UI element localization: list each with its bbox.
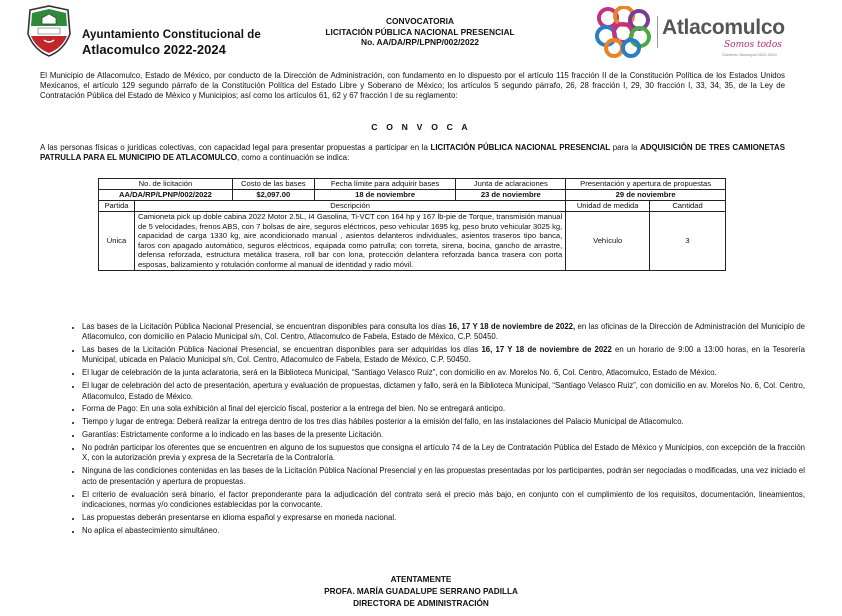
list-item: • El lugar de celebración del acto de presentación, apertura y evaluación de propuestas, dictamen y fallo, será en la Biblioteca Municipal, “Santiago Velasco Ruiz”, con domicilio en av. Morelos No. 6, Col. Centro, Atlacomulco, Estado de México. [82, 381, 805, 402]
list-item: • El criterio de evaluación será binario, el factor preponderante para la adjudicación del contrato será el precio más bajo, en conjunto con el cumplimiento de los requisitos, documentación, lineamientos, indicaciones, normas y/o condiciones establecidas por la convocante. [82, 490, 805, 511]
quantity-cell: 3 [650, 212, 726, 271]
atlacomulco-knot-icon [594, 6, 652, 58]
header [0, 0, 842, 64]
table-row [99, 190, 726, 201]
call-text-2: para la [610, 143, 640, 152]
list-item-text: Las bases de la Licitación Pública Nacional Presencial, se encuentran disponibles para consulta los días [82, 322, 449, 331]
conditions-list [62, 322, 805, 538]
list-item-bold: 16, 17 Y 18 de noviembre de 2022 [481, 345, 612, 355]
list-item: • Ninguna de las condiciones contenidas en las bases de la Licitación Pública Nacional Presencial y en las propuestas presentadas por los participantes, podrán ser negociadas o modificadas, una vez iniciado el acto de presentación y apertura de propuestas. [82, 466, 805, 487]
call-text-1: A las personas físicas o jurídicas colectivas, con capacidad legal para presentar propuestas a participar en la [40, 143, 431, 152]
list-item-text: en las oficinas de la Dirección de Administración del Municipio de Atlacomulco, con domicilio en Palacio Municipal s/n, Col. Centro, Atlacomulco de Fabela, Estado de México, C.P. 50450. [82, 322, 805, 342]
atlacomulco-logo [594, 6, 794, 60]
brand-slogan: Somos todos [724, 40, 782, 50]
partida-cell: Única [99, 212, 135, 271]
table-header-cell: Descripción [134, 201, 565, 212]
list-item-text: Las bases de la Licitación Pública Nacional Presencial, se encuentran disponibles para ser adquiridas los días [82, 345, 482, 355]
list-item: • Tiempo y lugar de entrega: Deberá realizar la entrega dentro de los tres días hábiles posterior a la emisión del fallo, en las instalaciones del Palacio Municipal de Atlacomulco. [82, 417, 805, 427]
table-header-row [99, 179, 726, 190]
table-cell: $2,097.00 [232, 190, 314, 201]
document-subtitle: LICITACIÓN PÚBLICA NACIONAL PRESENCIAL [325, 26, 515, 37]
document-title: CONVOCATORIA [385, 16, 455, 26]
logo-divider [657, 16, 658, 48]
ayuntamiento-line2: Atlacomulco 2022-2024 [82, 42, 226, 57]
table-cell: 29 de noviembre [566, 190, 726, 201]
table-header-cell: Partida [99, 201, 135, 212]
table-item-row [99, 212, 726, 271]
signature-closing: ATENTAMENTE [390, 575, 452, 584]
signature-name: PROFA. MARÍA GUADALUPE SERRANO PADILLA [324, 587, 518, 596]
table-cell: 18 de noviembre [314, 190, 456, 201]
table-header-cell: Fecha límite para adquirir bases [314, 179, 456, 190]
ayuntamiento-line1: Ayuntamiento Constitucional de [82, 29, 261, 41]
table-item-header-row [99, 201, 726, 212]
list-item-text: en un horario de 9:00 a 13:00 horas, en la Tesorería Municipal, ubicada en Palacio Municipal s/n, Col. Centro, Atlacomulco de Fabela, Estado de México, C.P. 50450. [82, 345, 805, 365]
intro-paragraph: El Municipio de Atlacomulco, Estado de México, por conducto de la Dirección de Administración, con fundamento en lo dispuesto por el artículo 115 fracción II de la Constitución Política de los Estados Unidos Mexicanos, el artículo 129 segundo párrafo de la Constitución Política del Estado Libre y Soberano de México; los artículos 5 segundo párrafo, 26, 28 fracción I, 29, 30 fracción I, 33, 34, 35, de la Ley de Contratación Pública del Estado de México y Municipios; así como los artículos 61, 62 y 67 fracción I de su reglamento: [40, 71, 785, 101]
list-item: • El lugar de celebración de la junta aclaratoria, será en la Biblioteca Municipal, “Santiago Velasco Ruiz”, con domicilio en av. Morelos No. 6, Col. Centro, Atlacomulco, Estado de México. [82, 368, 805, 378]
unit-cell: Vehículo [566, 212, 650, 271]
table-header-cell: Unidad de medida [566, 201, 650, 212]
convoca-heading: C O N V O C A [371, 122, 471, 132]
list-item: • Forma de Pago: En una sola exhibición al final del ejercicio fiscal, posterior a la entrega del bien. No se entregará anticipo. [82, 404, 805, 414]
table-header-cell: Cantidad [650, 201, 726, 212]
brand-subtitle: Gobierno Municipal 2022-2024 [722, 52, 777, 57]
list-item [82, 345, 805, 366]
table-cell: AA/DA/RP/LPNP/002/2022 [99, 190, 233, 201]
description-cell: Camioneta pick up doble cabina 2022 Motor 2.5L, I4 Gasolina, Ti-VCT con 164 hp y 167 lb-pie de Torque, transmisión manual de 5 velocidades, frenos ABS, con 7 bolsas de aire, seguros eléctricos, peso vehicular 1695 kg, peso bruto vehicular 3025 kg, capacidad de carga 1330 kg, aire acondicionado manual , asientos delanteros individuales, asientos traseros tipo banca, faros con apagado automático, seguros eléctricos, equipada como patrulla; con torreta, sirena, bocina, gancho de arrastre, defensa reforzada, estructura metálica trasera, roll bar con lona, protección delantera reforzada banca trasera con porta esposas, balizamiento y rotulación conforme al manual de identidad y radio móvil. [134, 212, 565, 271]
table-header-cell: Junta de aclaraciones [456, 179, 566, 190]
table-header-cell: No. de licitación [99, 179, 233, 190]
list-item [82, 322, 805, 343]
brand-name: Atlacomulco [662, 16, 785, 39]
ayuntamiento-logo [20, 4, 261, 58]
call-bold-1: LICITACIÓN PÚBLICA NACIONAL PRESENCIAL [430, 143, 611, 152]
call-bold-2: ADQUISICIÓN DE TRES CAMIONETAS PATRULLA PARA EL MUNICIPIO DE ATLACOMULCO [40, 143, 785, 163]
signature-role: DIRECTORA DE ADMINISTRACIÓN [353, 599, 489, 608]
table-header-cell: Costo de las bases [232, 179, 314, 190]
tender-table [98, 178, 726, 271]
header-title-block [260, 16, 580, 48]
table-header-cell: Presentación y apertura de propuestas [566, 179, 726, 190]
list-item: • No podrán participar los oferentes que se encuentren en alguno de los supuestos que consigna el artículo 74 de la Ley de Contratación Pública del Estado de México y Municipios, con excepción de la fracción X, con la autorización previa y expresa de la Secretaría de la Contraloría. [82, 443, 805, 464]
document-number: No. AA/DA/RP/LPNP/002/2022 [361, 37, 479, 47]
table-cell: 23 de noviembre [456, 190, 566, 201]
list-item: • Garantías: Estrictamente conforme a lo indicado en las bases de la presente Licitación. [82, 430, 805, 440]
call-paragraph [40, 143, 785, 163]
call-text-3: , como a continuación se indica: [236, 153, 350, 163]
list-item: • No aplica el abastecimiento simultáneo. [82, 526, 805, 536]
municipal-seal-icon [24, 4, 74, 58]
list-item: • Las propuestas deberán presentarse en idioma español y expresarse en moneda nacional. [82, 513, 805, 523]
list-item-bold: 16, 17 Y 18 de noviembre de 2022, [448, 322, 576, 331]
